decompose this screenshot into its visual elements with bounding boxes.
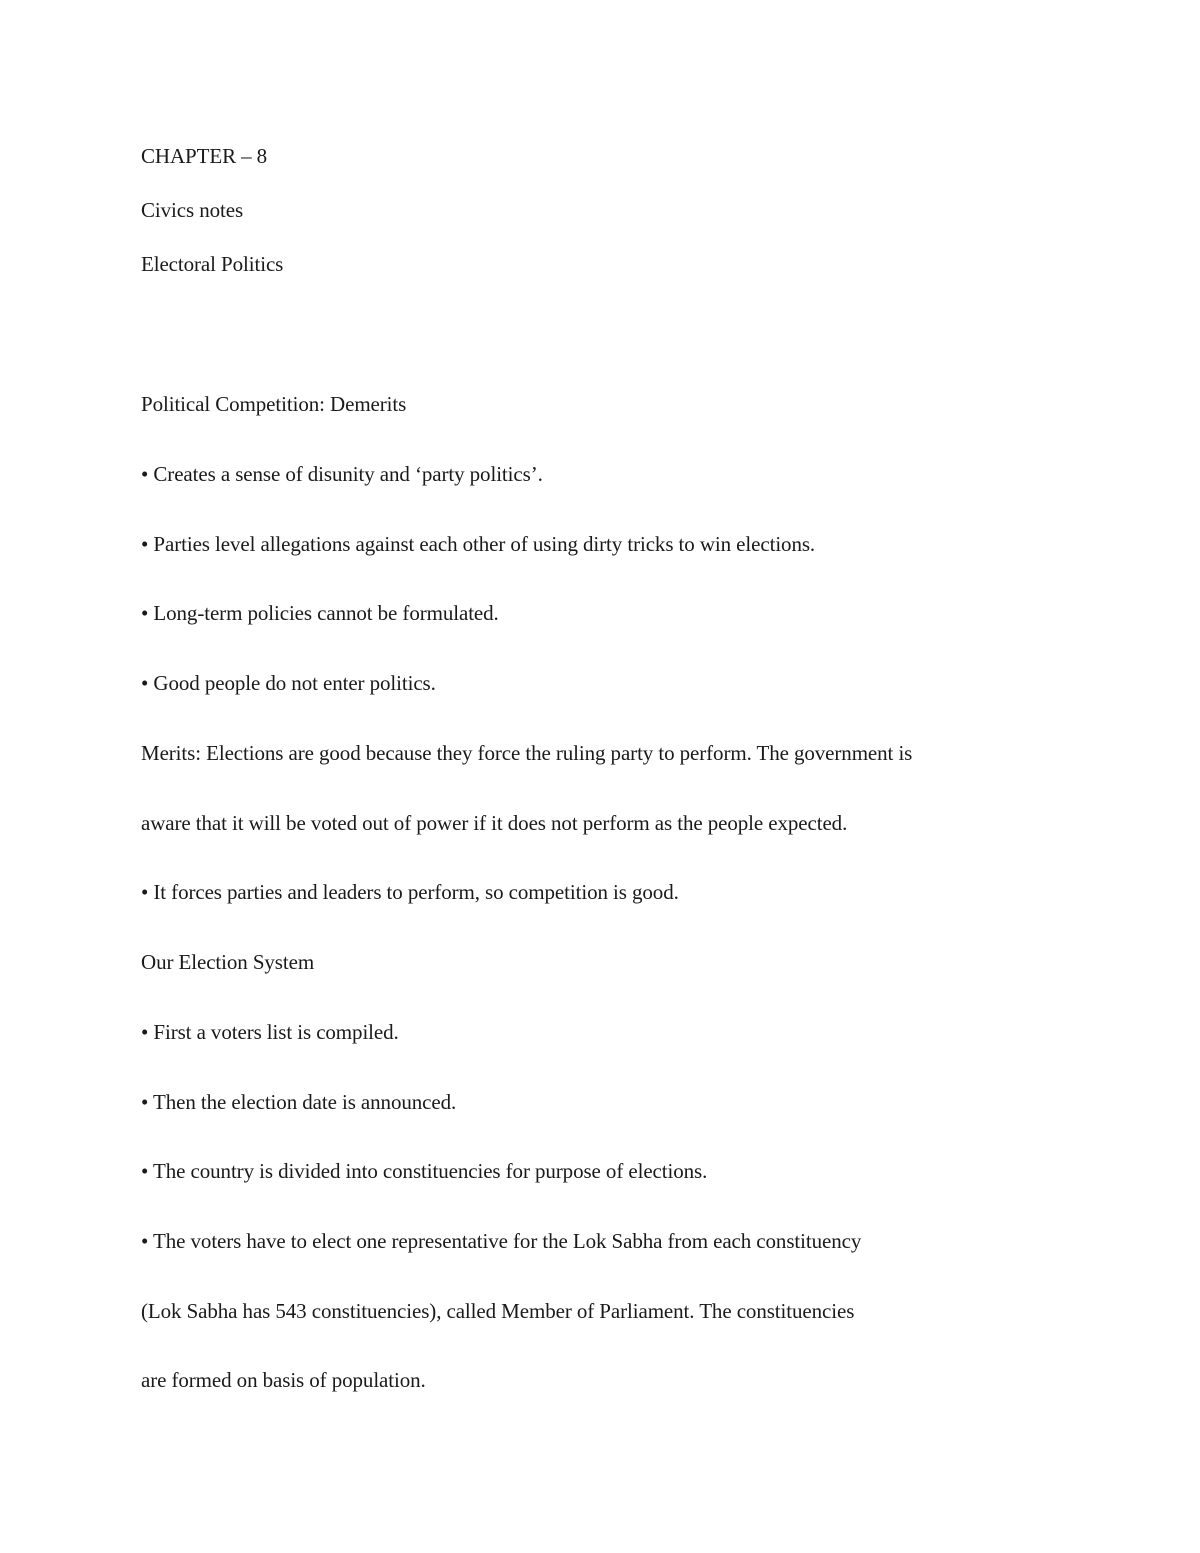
list-item-continuation: are formed on basis of population. (141, 1368, 426, 1392)
list-item: • First a voters list is compiled. (141, 1020, 399, 1044)
paragraph-merits-line: Merits: Elections are good because they force the ruling party to perform. The government is (141, 741, 913, 765)
list-item: • Creates a sense of disunity and ‘party politics’. (141, 462, 543, 486)
list-item-continuation: (Lok Sabha has 543 constituencies), called Member of Parliament. The constituencies (141, 1299, 855, 1323)
list-item: • The country is divided into constituencies for purpose of elections. (141, 1159, 708, 1183)
chapter-heading: CHAPTER – 8 (141, 144, 268, 168)
list-item: • It forces parties and leaders to perform, so competition is good. (141, 880, 679, 904)
list-item: • Long-term policies cannot be formulated. (141, 601, 499, 625)
list-item: • The voters have to elect one representative for the Lok Sabha from each constituency (141, 1229, 862, 1253)
paragraph-merits-line: aware that it will be voted out of power if it does not perform as the people expected. (141, 811, 848, 835)
section-heading-demerits: Political Competition: Demerits (141, 392, 407, 416)
list-item: • Parties level allegations against each other of using dirty tricks to win elections. (141, 532, 816, 556)
section-heading-election-system: Our Election System (141, 950, 315, 974)
subject-label: Civics notes (141, 198, 244, 222)
list-item: • Then the election date is announced. (141, 1090, 457, 1114)
document-title: Electoral Politics (141, 252, 284, 276)
list-item: • Good people do not enter politics. (141, 671, 436, 695)
